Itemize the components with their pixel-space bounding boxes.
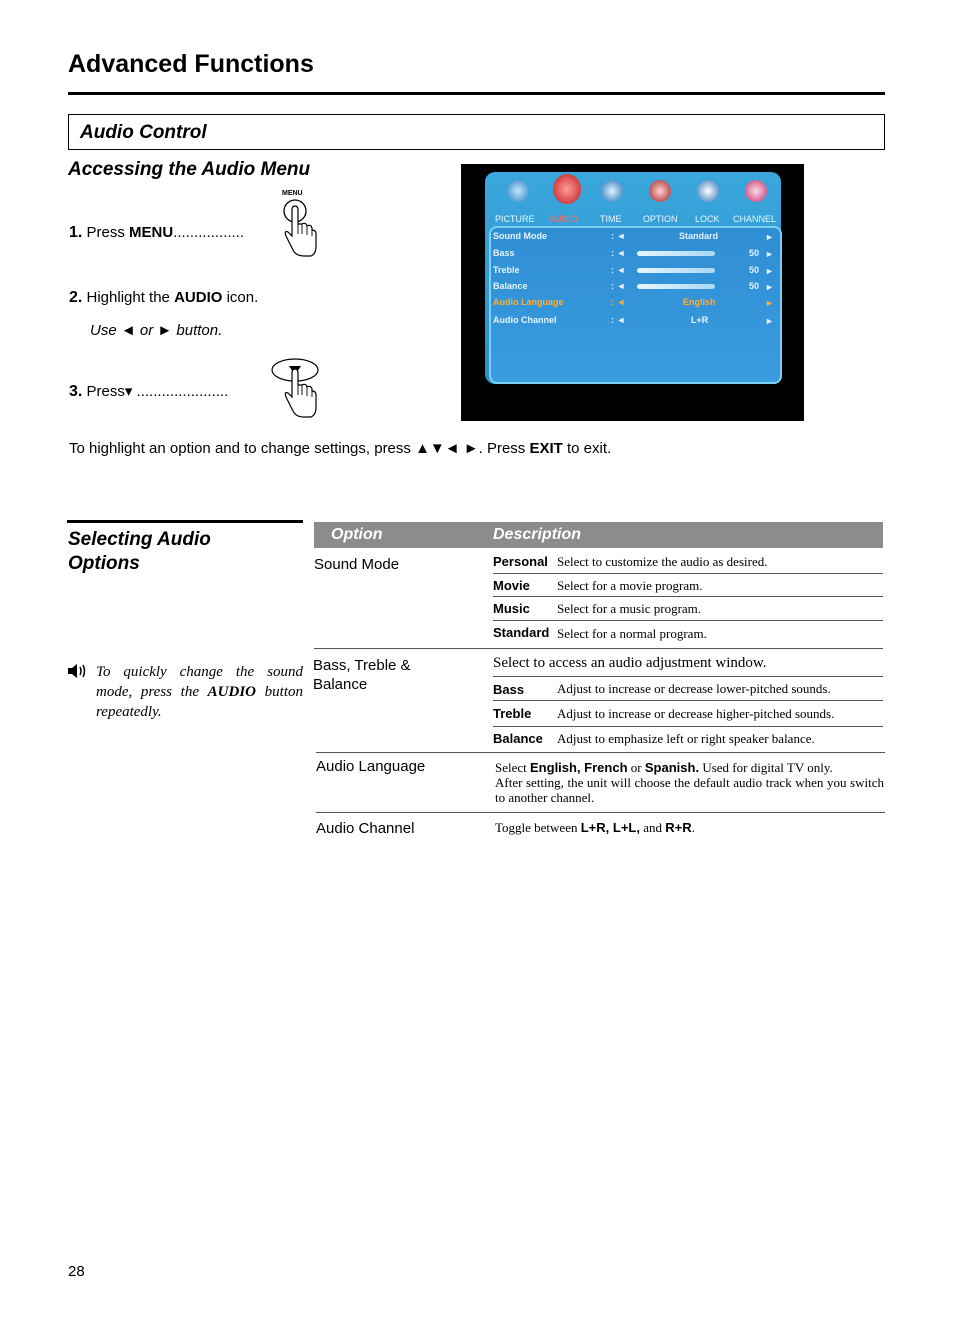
option-tab-icon [649,180,671,202]
page-title: Advanced Functions [68,50,314,78]
hand-press-menu-icon [278,198,322,260]
speaker-icon [66,661,88,681]
sound-mode-tip: To quickly change the sound mode, press the AUDIO button repeatedly. [96,664,303,720]
page-number: 28 [68,1263,85,1280]
lock-tab-icon [697,180,719,202]
tv-audio-menu-screenshot [461,164,804,421]
tv-row-left-arrow: : ◄ [611,265,626,275]
btb-item-desc: Adjust to increase or decrease higher-pitched sounds. [557,706,835,721]
tv-row-label: Bass [493,248,515,258]
tab-option: OPTION [643,214,678,224]
sound-mode-item-desc: Select to customize the audio as desired. [557,554,768,569]
audio-language-desc: Select English, French or Spanish. Used for digital TV only. After setting, the unit will choose the default audio track when you switch to another channel. [495,760,884,805]
option-column-header: Option [331,526,383,543]
tv-row-right-arrow: ► [765,249,774,259]
btb-item-desc: Adjust to increase or decrease lower-pitched sounds. [557,681,831,696]
options-heading-line2: Options [68,553,140,574]
options-heading-line1: Selecting Audio [68,529,211,550]
picture-tab-icon [507,180,529,202]
tab-audio: AUDIO [549,214,578,224]
tv-row-label: Sound Mode [493,231,547,241]
tv-row-left-arrow: : ◄ [611,281,626,291]
tv-row-value: 50 [749,265,760,275]
tab-channel: CHANNEL [733,214,777,224]
tv-row-left-arrow: : ◄ [611,231,626,241]
section-title: Audio Control [80,122,207,143]
options-table-header [314,522,883,548]
section-box [68,114,885,150]
tv-row-label: Audio Language [493,297,564,307]
tv-row-value: L+R [691,315,709,325]
tv-row-label: Treble [493,265,520,275]
tv-row-label: Balance [493,281,528,291]
tv-row-right-arrow: ► [765,316,774,326]
option-audio-language: Audio Language [316,758,426,775]
tv-row-right-arrow: ► [765,298,774,308]
option-bass-treble-balance: Bass, Treble & Balance [313,657,411,693]
tab-time: TIME [600,214,622,224]
tv-row-right-arrow: ► [765,266,774,276]
balance-level-bar [637,284,715,289]
tab-picture: PICTURE [495,214,535,224]
sound-mode-item-name: Personal [493,554,548,569]
tv-row-label: Audio Channel [493,315,557,325]
navigation-instructions: To highlight an option and to change settings, press ▲▼◄ ►. Press EXIT to exit. [69,440,612,457]
tv-row-value: Standard [679,231,719,241]
hand-press-down-icon [270,357,322,421]
sound-mode-item-name: Standard [493,625,550,640]
menu-button-label: MENU [282,190,303,197]
sound-mode-item-desc: Select for a movie program. [557,578,703,593]
btb-item-name: Treble [493,706,532,721]
time-tab-icon [601,180,623,202]
tv-row-left-arrow: : ◄ [611,248,626,258]
tv-row-value: 50 [749,281,760,291]
tv-row-left-arrow: : ◄ [611,315,626,325]
tab-lock: LOCK [695,214,720,224]
channel-tab-icon [745,180,767,202]
audio-tab-icon [553,174,581,204]
tv-row-left-arrow: : ◄ [611,297,626,307]
sound-mode-item-desc: Select for a music program. [557,601,702,616]
tv-row-value: 50 [749,248,760,258]
treble-level-bar [637,268,715,273]
title-rule [68,92,885,95]
sound-mode-item-desc: Select for a normal program. [557,626,707,641]
btb-item-desc: Adjust to emphasize left or right speaker balance. [557,731,815,746]
step-2-hint: Use ◄ or ► button. [90,322,223,339]
tv-row-right-arrow: ► [765,232,774,242]
bass-level-bar [637,251,715,256]
step-2: 2. Highlight the AUDIO icon. [69,289,259,306]
btb-item-name: Balance [493,731,543,746]
option-audio-channel: Audio Channel [316,820,415,837]
sound-mode-item-name: Movie [493,578,530,593]
options-heading-rule [67,520,303,523]
option-sound-mode: Sound Mode [314,556,400,573]
access-heading: Accessing the Audio Menu [68,159,311,180]
btb-item-name: Bass [493,682,525,697]
sound-mode-item-name: Music [493,601,530,616]
tv-row-right-arrow: ► [765,282,774,292]
step-3: 3. Press▾ ...................... [69,383,229,400]
description-column-header: Description [493,526,582,543]
btb-intro: Select to access an audio adjustment window. [493,655,767,671]
audio-channel-desc: Toggle between L+R, L+L, and R+R. [495,820,695,835]
tv-row-value: English [683,297,716,307]
step-1: 1. Press MENU................. [69,224,245,241]
